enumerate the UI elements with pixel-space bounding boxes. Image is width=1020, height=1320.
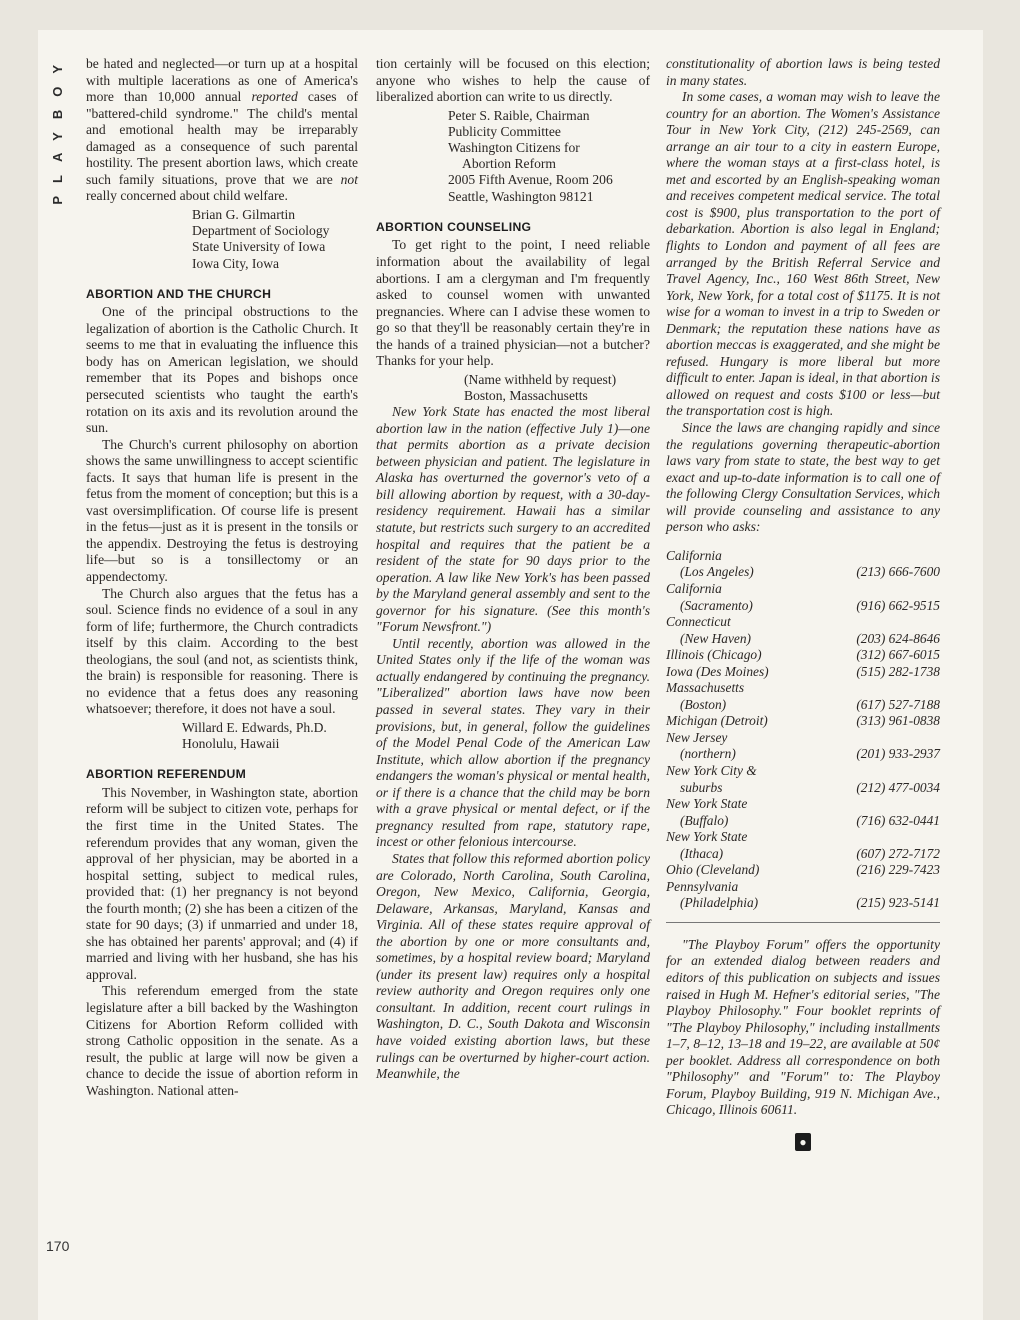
paragraph: be hated and neglected—or turn up at a hospital with multiple lacerations as one of America's more than 10,000 annual reported cases of "battered-child syndrome." The child's mental and emotional health may be irreparably damaged as a consequence of such parental hostility. The present abortion laws, which create such family situations, prove that we are not really concerned about child welfare.: [86, 56, 358, 204]
paragraph: Until recently, abortion was allowed in the United States only if the life of the woman was actually endangered by continuing the pregnancy. "Liberalized" abortion laws have now been passed in several states. They vary in their provisions, but, in general, follow the guidelines of the Model Penal Code of the American Law Institute, which allow abortion if the pregnancy endangers the woman's physical or mental health, or if there is a chance that the child may be born with a grave physical or mental defect, or if the pregnancy resulted from rape, statutory rape, incest or other felonious intercourse.: [376, 635, 650, 850]
paragraph: Since the laws are changing rapidly and since the regulations governing therapeutic-abortion laws vary from state to state, the best way to get exact and up-to-date information is to call one of the following Clergy Consultation Services, which will provide counseling and assistance to any person who asks:: [666, 420, 940, 535]
paragraph: To get right to the point, I need reliable information about the availability of legal abortions. I am a clergyman and I'm frequently asked to counsel women with unwanted pregnancies. Where can I advise these women to go so that they'll be reasonably certain they're in the hands of a trained physician—not a butcher? Thanks for your help.: [376, 237, 650, 369]
paragraph: The Church also argues that the fetus has a soul. Science finds no evidence of a soul in any form of life; furthermore, the Church contradicts itself by this claim. According to the best theologians, the soul (and not, as scientists think, the brain) is responsible for reasoning. There is no evidence that a fetus does any reasoning whatsoever; therefore, it does not have a soul.: [86, 585, 358, 717]
service-row: [666, 713, 940, 730]
service-row: [666, 564, 940, 581]
paragraph: In some cases, a woman may wish to leave the country for an abortion. The Women's Assistance Tour in New York City, (212) 245-2569, can arrange an air tour to a city in eastern Europe, where the woman stays at a first-class hotel, is met and escorted by an English-speaking woman and receives competent medical service. The total cost is $900, plus transportation to the port of debarkation. Abortion is also legal in England; flights to London and payment of all fees are arranged by the British Referral Service and Travel Agency, Inc., 160 West 86th Street, New York, New York, for a total cost of $1175. It is not wise for a woman to invest in a trip to Sweden or Denmark; the reputation these nations have as abortion meccas is exaggerated, and she might be refused. Hungary is more liberal but more difficult to enter. Japan is ideal, in that abortion is allowed on request and costs $100 or less—but the transportation cost is high.: [666, 89, 940, 419]
service-location: Pennsylvania: [666, 878, 739, 894]
service-row: [666, 829, 940, 846]
service-phone: (515) 282-1738: [856, 663, 940, 679]
service-phone: (716) 632-0441: [856, 812, 940, 828]
service-phone: (213) 666-7600: [856, 564, 940, 580]
service-row: [666, 598, 940, 615]
service-phone: (617) 527-7188: [856, 696, 940, 712]
service-location: Massachusetts: [666, 680, 745, 696]
rabbit-logo-icon: ●: [795, 1133, 811, 1151]
page-number: 170: [46, 1238, 70, 1254]
service-phone: (313) 961-0838: [856, 713, 940, 729]
paragraph: This referendum emerged from the state legislature after a bill backed by the Washington Citizens for Abortion Reform collided with strong Catholic opposition in the senate. As a result, the public at large will now be given a chance to decide the issue of abortion reform in Washington. National atten-: [86, 983, 358, 1098]
service-row: [666, 862, 940, 879]
service-location: California: [666, 580, 722, 596]
service-row: [666, 614, 940, 631]
service-phone: (212) 477-0034: [856, 779, 940, 795]
service-location: New Jersey: [666, 729, 728, 745]
signature-block: (Name withheld by request) Boston, Massachusetts: [464, 371, 617, 403]
service-phone: (216) 229-7423: [856, 862, 940, 878]
paragraph: tion certainly will be focused on this election; anyone who wishes to help the cause of liberalized abortion can write to us directly.: [376, 56, 650, 105]
service-row: [666, 664, 940, 681]
service-location-detail: (Boston): [680, 696, 727, 712]
service-location: New York State: [666, 829, 748, 845]
service-row: [666, 796, 940, 813]
service-row: [666, 780, 940, 797]
paragraph: The Church's current philosophy on abortion shows the same unwillingness to accept scientific facts. It says that human life is present in the fetus from the moment of conception; but this is a vast oversimplification. Of course life is present in the fetus—just as it is present in the tonsils or the appendix. Destroying the fetus is destroying life—but so is a tonsillectomy or an appendectomy.: [86, 436, 358, 585]
paragraph: constitutionality of abortion laws is being tested in many states.: [666, 56, 940, 88]
service-phone: (916) 662-9515: [856, 597, 940, 613]
editor-reply: [376, 404, 650, 1082]
service-location-detail: (Buffalo): [680, 812, 729, 828]
service-row: [666, 548, 940, 565]
service-location-detail: (Sacramento): [680, 597, 753, 613]
paragraph: New York State has enacted the most liberal abortion law in the nation (effective July 1)—one that permits abortion as a private decision between physician and patient. The legislature in Alaska has overturned the governor's veto of a bill allowing abortion by request, with a 30-day-residency requirement. Hawaii has a similar statute, but restricts such surgery to an accredited hospital and requires that the patient be a resident of the state for 90 days prior to the operation. A law like New York's has been passed by the Maryland general assembly and sent to the governor for his signature. (See this month's "Forum Newsfront."): [376, 404, 650, 635]
service-row: [666, 730, 940, 747]
service-row: [666, 631, 940, 648]
service-row: [666, 680, 940, 697]
service-row: [666, 813, 940, 830]
column-1: [86, 56, 358, 1099]
service-row: [666, 895, 940, 912]
service-row: [666, 647, 940, 664]
forum-footer-note: "The Playboy Forum" offers the opportunity for an extended dialog between readers and editors of this publication on subjects and issues raised in Hugh M. Hefner's editorial series, "The Playboy Philosophy." Four booklet reprints of "The Playboy Philosophy," including installments 1–7, 8–12, 13–18 and 19–22, are available at 50¢ per booklet. Address all correspondence on both "Philosophy" and "Forum" to: The Playboy Forum, Playboy Building, 919 N. Michigan Ave., Chicago, Illinois 60611.: [666, 936, 940, 1118]
service-phone: (607) 272-7172: [856, 845, 940, 861]
clergy-services-table: [666, 548, 940, 912]
divider: [666, 922, 940, 923]
service-phone: (215) 923-5141: [856, 895, 940, 911]
section-heading: ABORTION REFERENDUM: [86, 767, 247, 782]
service-location-detail: (Los Angeles): [680, 564, 754, 580]
column-3: [666, 56, 940, 1151]
paragraph: This November, in Washington state, abortion reform will be subject to citizen vote, perhaps for the first time in the United States. The referendum provides that any woman, given the approval of her physician, may be aborted in a hospital setting, subject to medical rules, provided that: (1) her pregnancy is not beyond the fourth month; (2) she has been a citizen of the state for 90 days; (3) if unmarried and under 18, she has obtained her parents' approval; and (4) if married and living with her husband, she has his approval.: [86, 784, 358, 982]
service-location: New York City &: [666, 762, 757, 778]
service-row: [666, 879, 940, 896]
section-heading: ABORTION COUNSELING: [376, 219, 532, 234]
service-location-detail: (northern): [680, 746, 736, 762]
section-heading: ABORTION AND THE CHURCH: [86, 286, 272, 301]
service-location: Michigan (Detroit): [666, 713, 768, 729]
signature-block: Peter S. Raible, Chairman Publicity Committee Washington Citizens for Abortion Reform 2005 Fifth Avenue, Room 206 Seattle, Washington 98121: [448, 107, 613, 204]
service-location-detail: (Ithaca): [680, 845, 724, 861]
service-phone: (312) 667-6015: [856, 647, 940, 663]
service-location: California: [666, 547, 722, 563]
service-row: [666, 746, 940, 763]
service-location: Ohio (Cleveland): [666, 862, 760, 878]
service-phone: (203) 624-8646: [856, 630, 940, 646]
signature-block: Willard E. Edwards, Ph.D. Honolulu, Hawaii: [182, 719, 327, 752]
service-location-detail: (Philadelphia): [680, 895, 759, 911]
service-location: Iowa (Des Moines): [666, 663, 769, 679]
column-2: [376, 56, 650, 1083]
service-location-detail: (New Haven): [680, 630, 752, 646]
service-location-detail: suburbs: [680, 779, 723, 795]
service-row: [666, 763, 940, 780]
paragraph: One of the principal obstructions to the legalization of abortion is the Catholic Church. It seems to me that in evaluating the influence this body has on American legislation, we should remember that its Popes and bishops once persecuted scientists who taught the earth's rotation on its axis and its revolution around the sun.: [86, 304, 358, 436]
masthead: PLAYBOY: [50, 52, 65, 205]
signature-block: Brian G. Gilmartin Department of Sociology State University of Iowa Iowa City, Iowa: [192, 206, 330, 271]
service-row: [666, 581, 940, 598]
service-row: [666, 846, 940, 863]
service-location: Illinois (Chicago): [666, 647, 762, 663]
service-location: Connecticut: [666, 614, 731, 630]
service-phone: (201) 933-2937: [856, 746, 940, 762]
service-row: [666, 697, 940, 714]
paragraph: States that follow this reformed abortion policy are Colorado, North Carolina, South Carolina, Oregon, New Mexico, California, Georgia, Delaware, Arkansas, Maryland, Kansas and Virginia. All of these states require approval of the abortion by one or more consultants and, sometimes, by a hospital review board; Maryland (under its present law) requires only a hospital review authority and Oregon requires only one consultant. In addition, recent court rulings in Washington, D. C., South Dakota and Wisconsin have voided existing abortion laws, but these rulings can be overturned by higher-court action. Meanwhile, the: [376, 850, 650, 1082]
service-location: New York State: [666, 796, 748, 812]
